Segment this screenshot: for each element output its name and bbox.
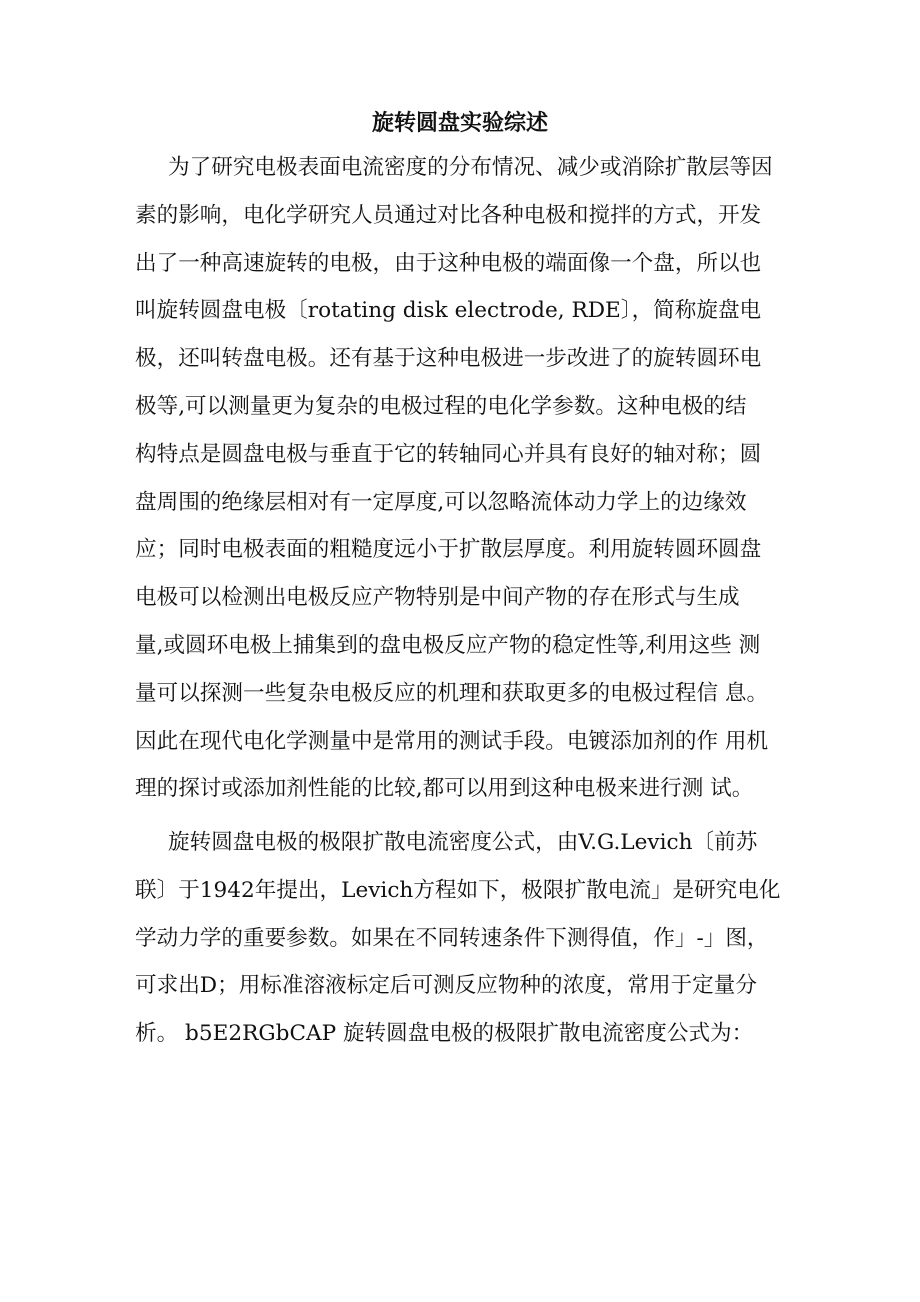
paragraph-line: 联〕于1942年提出，Levich方程如下，极限扩散电流」是研究电化	[135, 877, 781, 903]
paragraph-line: 应；同时电极表面的粗糙度远小于扩散层厚度。利用旋转圆环圆盘	[135, 537, 762, 563]
document-title: 旋转圆盘实验综述	[371, 110, 548, 136]
paragraph-line: 因此在现代电化学测量中是常用的测试手段。电镀添加剂的作 用机	[135, 728, 769, 754]
paragraph-line: 量可以探测一些复杂电极反应的机理和获取更多的电极过程信 息。	[135, 680, 769, 706]
paragraph-line: 旋转圆盘电极的极限扩散电流密度公式，由V.G.Levich〔前苏	[168, 830, 758, 855]
paragraph-line: 量,或圆环电极上捕集到的盘电极反应产物的稳定性等,利用这些 测	[135, 632, 761, 658]
paragraph-levich	[135, 828, 785, 1067]
paragraph-line: 叫旋转圆盘电极〔rotating disk electrode, RDE〕，简称旋盘电	[135, 298, 762, 324]
paragraph-line: 极等,可以测量更为复杂的电极过程的电化学参数。这种电极的结	[135, 393, 747, 419]
paragraph-line: 出了一种高速旋转的电极，由于这种电极的端面像一个盘，所以也	[135, 250, 762, 276]
paragraph-line: 素的影响，电化学研究人员通过对比各种电极和搅拌的方式，开发	[135, 202, 762, 228]
paragraph-line: 电极可以检测出电极反应产物特别是中间产物的存在形式与生成	[135, 585, 740, 611]
paragraph-line: 析。 b5E2RGbCAP 旋转圆盘电极的极限扩散电流密度公式为：	[135, 1021, 754, 1047]
paragraph-line: 盘周围的绝缘层相对有一定厚度,可以忽略流体动力学上的边缘效	[135, 489, 747, 515]
paragraph-line: 学动力学的重要参数。如果在不同转速条件下测得值，作」-」图，	[135, 925, 769, 951]
paragraph-rde-intro	[135, 153, 785, 822]
paragraph-line: 可求出D；用标准溶液标定后可测反应物种的浓度，常用于定量分	[135, 973, 757, 999]
paragraph-line: 构特点是圆盘电极与垂直于它的转轴同心并具有良好的轴对称；圆	[135, 441, 762, 467]
paragraph-line: 理的探讨或添加剂性能的比较,都可以用到这种电极来进行测 试。	[135, 776, 754, 802]
paragraph-line: 为了研究电极表面电流密度的分布情况、减少或消除扩散层等因	[168, 155, 773, 180]
paragraph-line: 极，还叫转盘电极。还有基于这种电极进一步改进了的旋转圆环电	[135, 346, 762, 372]
